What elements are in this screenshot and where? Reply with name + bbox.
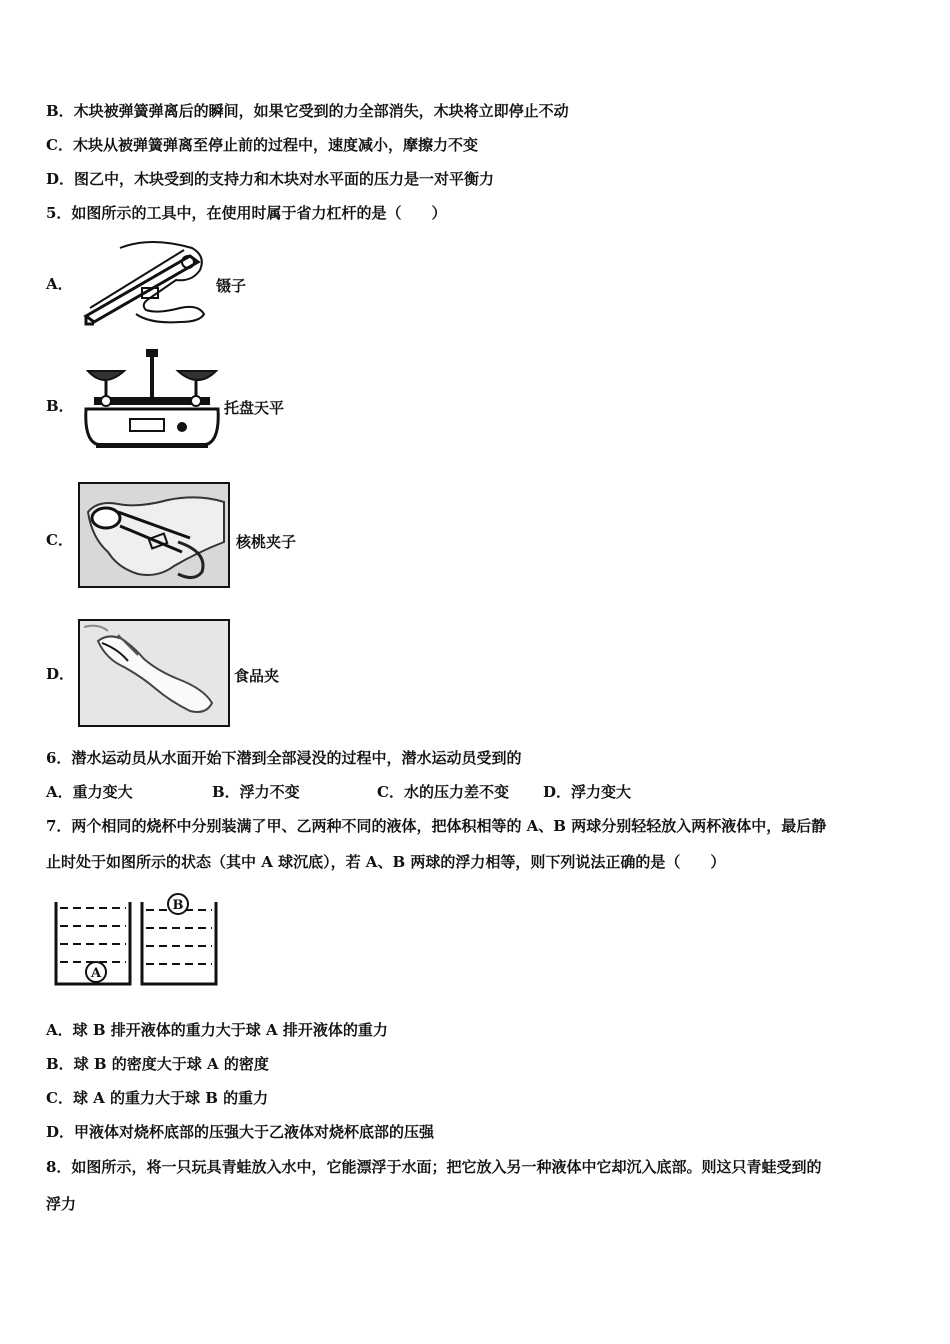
q5-option-b-letter: B． (46, 397, 74, 415)
q5-option-b-caption: 托盘天平 (224, 399, 285, 417)
q5-stem: 5．如图所示的工具中，在使用时属于省力杠杆的是（ ） (46, 204, 447, 222)
q5-option-d-letter: D． (46, 665, 75, 683)
ball-a-label: A (90, 966, 102, 981)
q7-option-b: B．球 B 的密度大于球 A 的密度 (46, 1055, 269, 1073)
q7-option-a: A．球 B 排开液体的重力大于球 A 排开液体的重力 (46, 1021, 388, 1039)
q7-option-c: C．球 A 的重力大于球 B 的重力 (46, 1089, 269, 1107)
q6-option-d: D．浮力变大 (543, 783, 632, 801)
q7-stem-line-1: 7．两个相同的烧杯中分别装满了甲、乙两种不同的液体，把体积相等的 A、B 两球分别轻轻放入两杯液体中，最后静 (46, 817, 827, 835)
q5-option-d-caption: 食品夹 (234, 667, 280, 685)
q7-stem-line-2: 止时处于如图所示的状态（其中 A 球沉底），若 A、B 两球的浮力相等，则下列说法正确的是（ ） (46, 853, 726, 871)
food-tongs-image (78, 619, 230, 727)
two-beakers-figure (52, 892, 222, 988)
q4-option-d: D．图乙中，木块受到的支持力和木块对水平面的压力是一对平衡力 (46, 170, 495, 188)
q5-option-a-caption: 镊子 (216, 277, 247, 295)
q4-option-c: C．木块从被弹簧弹离至停止前的过程中，速度减小，摩擦力不变 (46, 136, 478, 154)
ball-b-label: B (172, 898, 184, 913)
q6-option-b: B．浮力不变 (212, 783, 300, 801)
nutcracker-image (78, 482, 230, 588)
balance-scale-image (80, 347, 222, 451)
q6-option-a: A．重力变大 (46, 783, 133, 801)
q5-option-c-letter: C． (46, 531, 73, 549)
q5-option-c-caption: 核桃夹子 (236, 533, 297, 551)
q7-option-d: D．甲液体对烧杯底部的压强大于乙液体对烧杯底部的压强 (46, 1123, 435, 1141)
tweezers-image (80, 238, 210, 328)
q8-stem-line-1: 8．如图所示，将一只玩具青蛙放入水中，它能漂浮于水面；把它放入另一种液体中它却沉入底部。则这只青蛙受到的 (46, 1158, 822, 1176)
q8-stem-line-2: 浮力 (46, 1195, 77, 1213)
q4-option-b: B．木块被弹簧弹离后的瞬间，如果它受到的力全部消失，木块将立即停止不动 (46, 102, 569, 120)
q6-option-c: C．水的压力差不变 (377, 783, 509, 801)
q6-options-row (0, 782, 950, 802)
q5-option-a-letter: A． (46, 275, 73, 293)
q6-stem: 6．潜水运动员从水面开始下潜到全部浸没的过程中，潜水运动员受到的 (46, 749, 522, 767)
